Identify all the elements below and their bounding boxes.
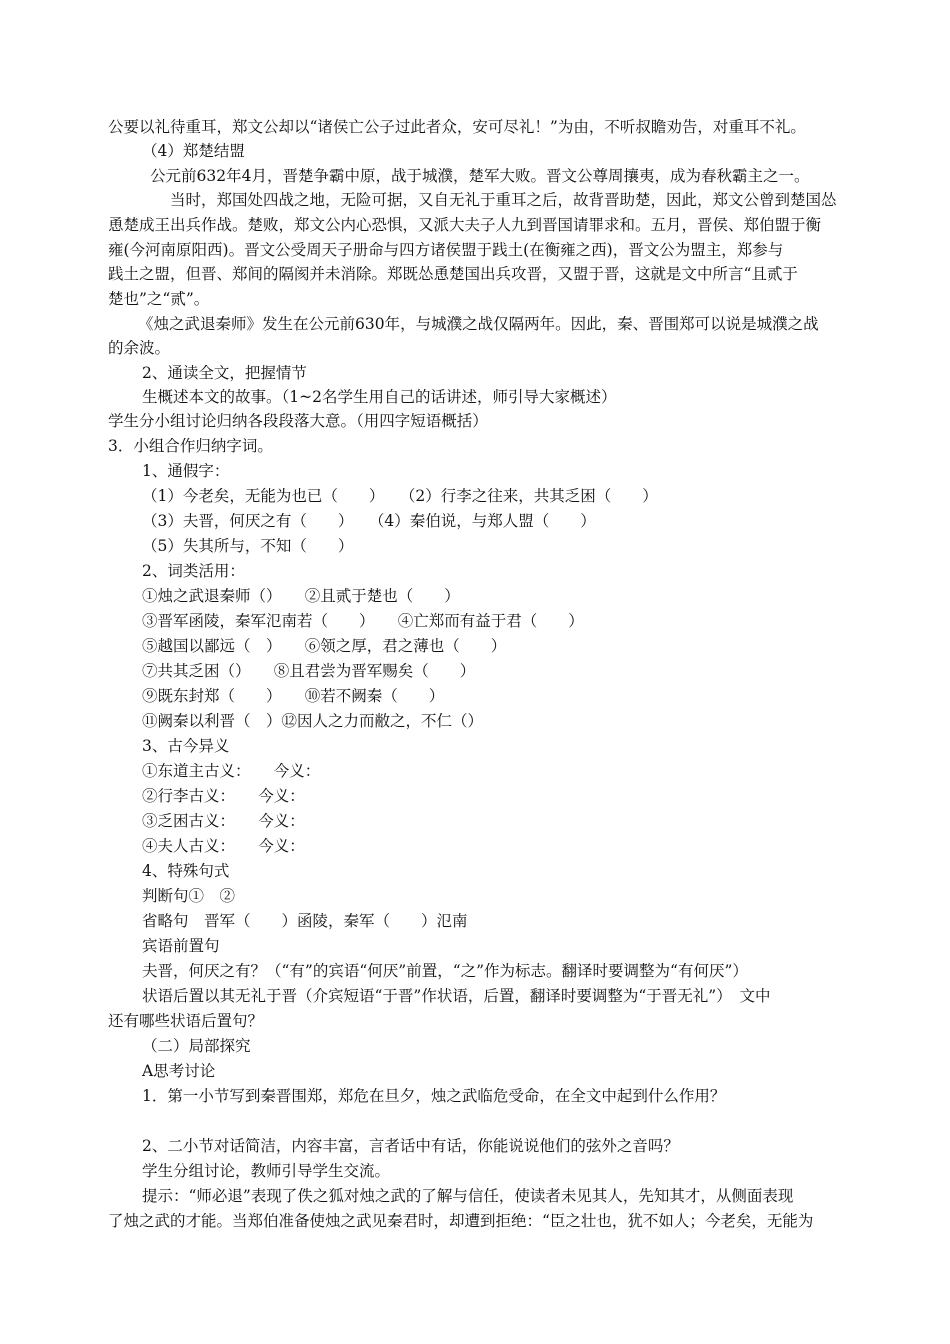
text-line: 恿楚成王出兵作战。楚败，郑文公内心恐惧，又派大夫子人九到晋国请罪求和。五月，晋侯、郑伯盟于衡 bbox=[108, 216, 822, 234]
text-line: 践土之盟，但晋、郑间的隔阂并未消除。郑既怂恿楚国出兵攻晋，又盟于晋，这就是文中所言“且贰于 bbox=[108, 265, 798, 283]
exercise-item: ⑪阙秦以利晋（ ）⑫因人之力而敝之，不仁（） bbox=[142, 712, 484, 730]
exercise-item: （5）失其所与，不知（ ） bbox=[142, 537, 354, 555]
section-heading: 4、特殊句式 bbox=[142, 862, 230, 880]
section-heading: 3．小组合作归纳字词。 bbox=[108, 437, 273, 455]
exercise-item: 省略句 晋军（ ）函陵，秦军（ ）氾南 bbox=[142, 912, 468, 930]
text-line: 学生分小组讨论归纳各段段落大意。（用四字短语概括） bbox=[108, 412, 488, 430]
exercise-item: ⑤越国以鄙远（ ） ⑥领之厚，君之薄也（ ） bbox=[142, 637, 507, 655]
section-heading: （4）郑楚结盟 bbox=[142, 142, 245, 160]
exercise-item: （3）夫晋，何厌之有（ ） （4）秦伯说，与郑人盟（ ） bbox=[142, 512, 596, 530]
question-item: 1．第一小节写到秦晋围郑，郑危在旦夕，烛之武临危受命，在全文中起到什么作用？ bbox=[142, 1087, 726, 1105]
exercise-item: （1）今老矣，无能为也已（ ） （2）行李之往来，共其乏困（ ） bbox=[142, 487, 658, 505]
text-line: 生概述本文的故事。（1~2名学生用自己的话讲述，师引导大家概述） bbox=[142, 388, 617, 406]
exercise-item: ③乏困古义： 今义： bbox=[142, 812, 305, 830]
section-heading: 1、通假字： bbox=[142, 462, 230, 480]
section-heading: （二）局部探究 bbox=[142, 1037, 251, 1055]
section-heading: 3、古今异义 bbox=[142, 737, 230, 755]
section-heading: 2、通读全文，把握情节 bbox=[142, 364, 307, 382]
text-line: 当时，郑国处四战之地，无险可据，又自无礼于重耳之后，故背晋助楚，因此，郑文公曾到楚国怂 bbox=[170, 191, 837, 209]
text-line: 夫晋，何厌之有？（“有”的宾语“何厌”前置，“之”作为标志。翻译时要调整为“有何厌”） bbox=[142, 962, 748, 980]
text-line: 公元前632年4月，晋楚争霸中原，战于城濮，楚军大败。晋文公尊周攘夷，成为春秋霸主之一。 bbox=[150, 167, 810, 185]
text-line: 提示：“师必退”表现了佚之狐对烛之武的了解与信任，使读者未见其人，先知其才，从侧面表现 bbox=[142, 1187, 794, 1205]
text-line: 学生分组讨论，教师引导学生交流。 bbox=[142, 1162, 391, 1180]
exercise-item: ③晋军函陵，秦军氾南若（ ） ④亡郑而有益于君（ ） bbox=[142, 612, 584, 630]
exercise-item: ①烛之武退秦师（） ②且贰于楚也（ ） bbox=[142, 587, 460, 605]
text-line: 《烛之武退秦师》发生在公元前630年，与城濮之战仅隔两年。因此，秦、晋围郑可以说是城濮之战 bbox=[138, 315, 819, 333]
text-line: 雍(今河南原阳西)。晋文公受周天子册命与四方诸侯盟于践土(在衡雍之西)，晋文公为盟主，郑参与 bbox=[108, 241, 784, 259]
text-line: 公要以礼待重耳，郑文公却以“诸侯亡公子过此者众，安可尽礼！”为由，不听叔瞻劝告，对重耳不礼。 bbox=[108, 118, 806, 136]
text-line: 状语后置以其无礼于晋（介宾短语“于晋”作状语，后置，翻译时要调整为“于晋无礼”） 文中 bbox=[142, 987, 771, 1005]
section-heading: A思考讨论 bbox=[142, 1062, 216, 1080]
exercise-item: ⑦共其乏困（） ⑧且君尝为晋军赐矣（ ） bbox=[142, 662, 476, 680]
exercise-item: ②行李古义： 今义： bbox=[142, 787, 305, 805]
section-heading: 2、词类活用： bbox=[142, 562, 245, 580]
text-line: 楚也”之“贰”。 bbox=[108, 290, 210, 308]
question-item: 2、二小节对话简洁，内容丰富，言者话中有话，你能说说他们的弦外之音吗？ bbox=[142, 1137, 679, 1155]
text-line: 的余波。 bbox=[108, 339, 171, 357]
exercise-item: ④夫人古义： 今义： bbox=[142, 837, 305, 855]
text-line: 还有哪些状语后置句？ bbox=[108, 1012, 264, 1030]
exercise-item: ①东道主古义： 今义： bbox=[142, 762, 321, 780]
exercise-item: ⑨既东封郑（ ） ⑩若不阙秦（ ） bbox=[142, 687, 445, 705]
exercise-item: 宾语前置句 bbox=[142, 937, 220, 955]
text-line: 了烛之武的才能。当郑伯准备使烛之武见秦君时，却遭到拒绝：“臣之壮也，犹不如人；今老矣，无能为 bbox=[108, 1212, 814, 1230]
exercise-item: 判断句① ② bbox=[142, 887, 236, 905]
